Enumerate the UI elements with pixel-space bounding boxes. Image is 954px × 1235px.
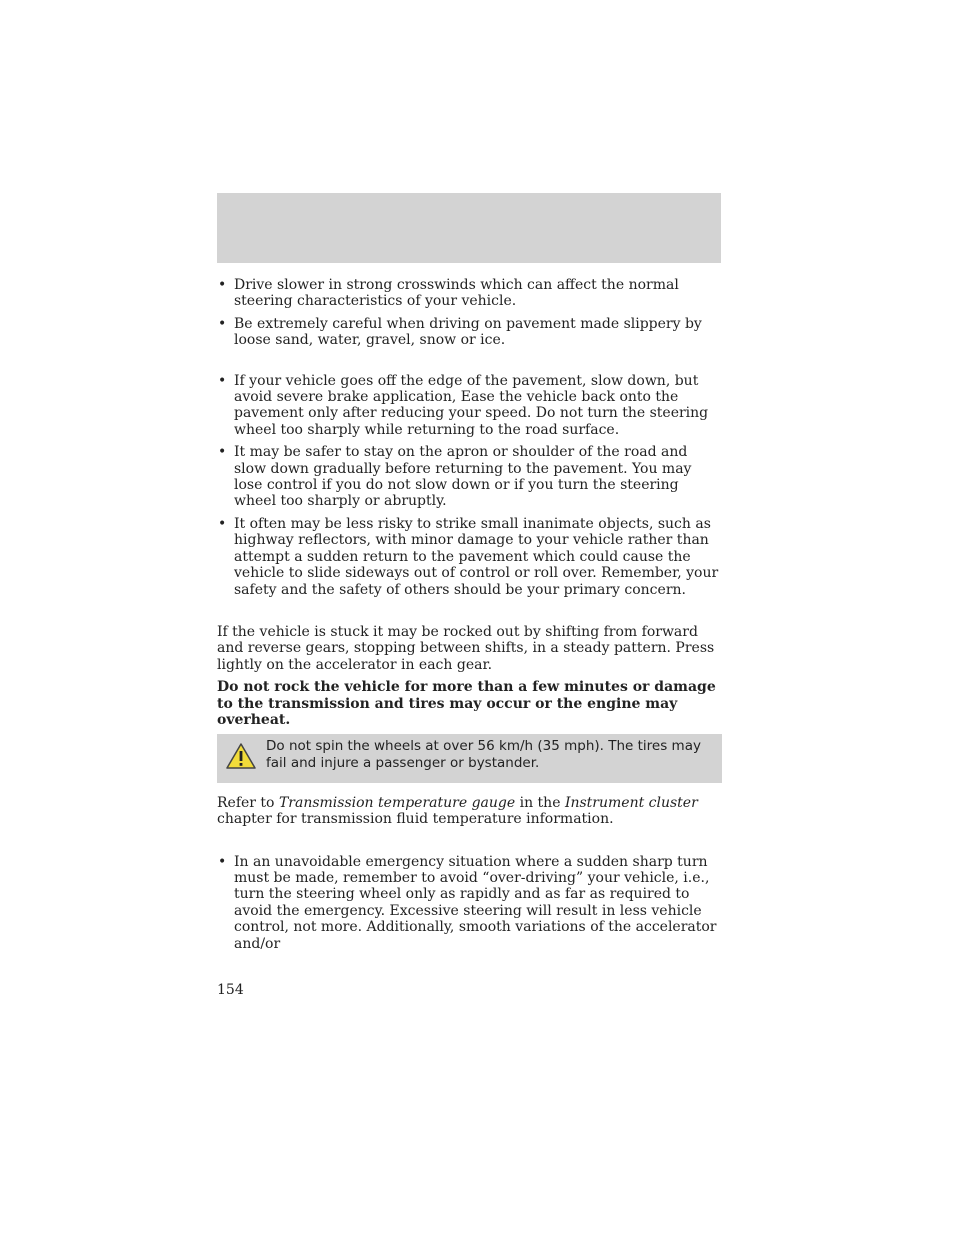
bullet-icon: • <box>218 853 227 870</box>
list-item-text: It may be safer to stay on the apron or shoulder of the road and slow down gradually before returning to the pavement. You may lose control if you do not slow down or if you turn the steering wheel too sharply or abruptly. <box>234 444 692 510</box>
list-item-text: In an unavoidable emergency situation where a sudden sharp turn must be made, remember to avoid “over-driving” your vehicle, i.e., turn the steering wheel only as rapidly and as far as required to avoid the emergency. Excessive steering will result in less vehicle control, not more. Additionally, smooth variations of the accelerator and/or <box>234 853 717 952</box>
refer-middle: in the <box>515 794 565 811</box>
page-content <box>217 277 722 958</box>
instrument-cluster-reference: Instrument cluster <box>564 794 698 811</box>
bullet-list-driving <box>217 277 722 349</box>
bullet-list-emergency <box>217 854 722 952</box>
page-number: 154 <box>217 982 244 998</box>
list-item <box>217 854 722 952</box>
chapter-header-bar <box>217 193 721 263</box>
list-item <box>217 516 722 598</box>
refer-paragraph <box>217 795 722 828</box>
bullet-icon: • <box>218 515 227 532</box>
bullet-icon: • <box>218 277 227 293</box>
list-item <box>217 444 722 510</box>
stuck-vehicle-paragraph: If the vehicle is stuck it may be rocked out by shifting from forward and reverse gears, stopping between shifts, in a steady pattern. Press lightly on the accelerator in each gear. <box>217 623 715 673</box>
warning-box <box>217 734 722 782</box>
transmission-gauge-reference: Transmission temperature gauge <box>278 794 516 811</box>
refer-suffix: chapter for transmission fluid temperature information. <box>217 811 614 828</box>
list-item-text: Drive slower in strong crosswinds which can affect the normal steering characteristics of your vehicle. <box>234 277 679 310</box>
list-item <box>217 277 722 310</box>
warning-triangle-icon <box>225 742 259 774</box>
rocking-warning-text: Do not rock the vehicle for more than a few minutes or damage to the transmission and tires may occur or the engine may overheat. <box>217 679 716 728</box>
list-item-text: If your vehicle goes off the edge of the pavement, slow down, but avoid severe brake application, Ease the vehicle back onto the pavement only after reducing your speed. Do not turn the steering wheel too sharply while returning to the road surface. <box>234 372 709 438</box>
list-item <box>217 373 722 439</box>
list-item <box>217 316 722 349</box>
list-item-text: Be extremely careful when driving on pavement made slippery by loose sand, water, gravel, snow or ice. <box>234 315 702 349</box>
bullet-list-pavement <box>217 373 722 598</box>
bullet-icon: • <box>218 444 227 461</box>
warning-text: Do not spin the wheels at over 56 km/h (35 mph). The tires may fail and injure a passenger or bystander. <box>266 738 701 771</box>
bullet-icon: • <box>218 315 227 332</box>
bullet-icon: • <box>218 372 227 389</box>
list-item-text: It often may be less risky to strike small inanimate objects, such as highway reflectors, with minor damage to your vehicle rather than attempt a sudden return to the pavement which could cause the vehicle to slide sideways out of control or roll over. Remember, your safety and the safety of others should be your primary concern. <box>234 515 719 598</box>
refer-prefix: Refer to <box>217 794 279 811</box>
